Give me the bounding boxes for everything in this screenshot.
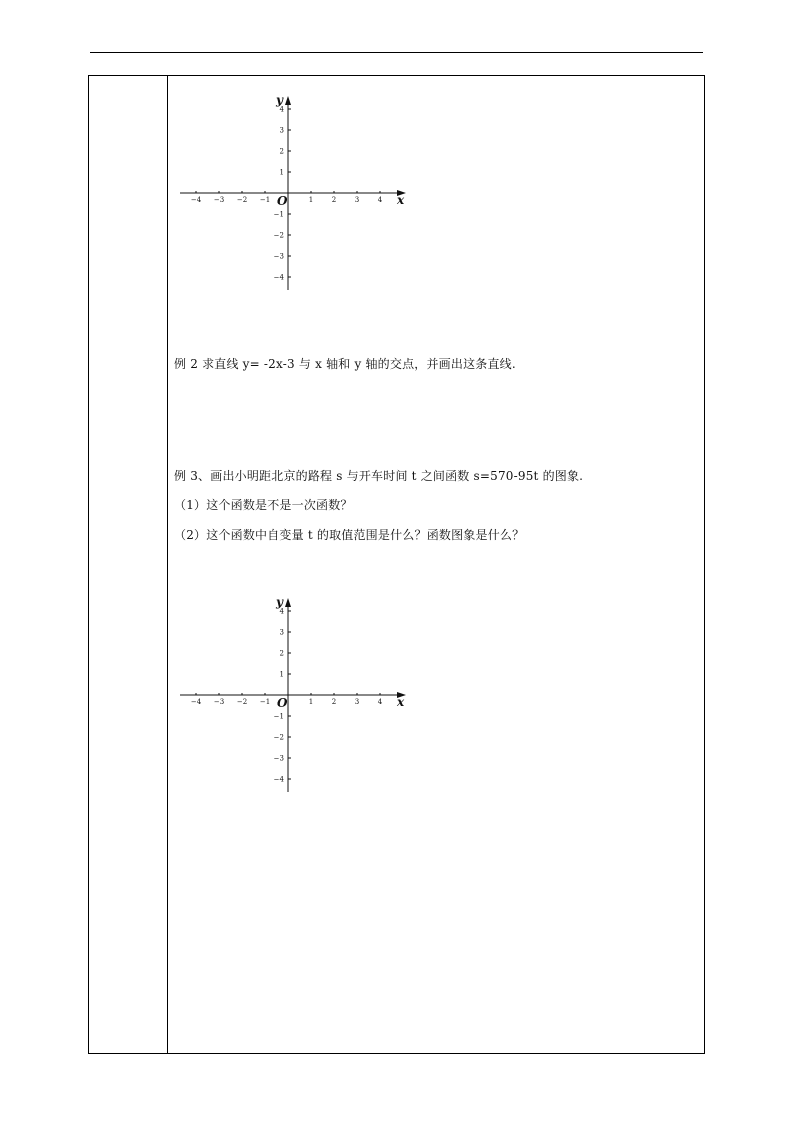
header-rule: [90, 52, 703, 53]
x-tick-label: −2: [236, 698, 248, 706]
coordinate-grid-1: [178, 94, 408, 290]
y-tick-label: 4: [279, 105, 284, 114]
y-axis-label: y: [276, 596, 283, 609]
y-tick-label: −3: [273, 754, 284, 763]
y-tick-label: 1: [279, 670, 284, 679]
y-tick-label: −2: [273, 733, 284, 742]
x-tick-label: 3: [354, 196, 360, 204]
x-tick-label: 1: [308, 698, 314, 706]
x-axis-label: x: [397, 193, 405, 207]
column-divider: [167, 76, 168, 1053]
y-tick-label: 3: [279, 126, 284, 135]
coordinate-grid-svg: [178, 94, 408, 290]
question-2-text: （2）这个函数中自变量 t 的取值范围是什么？函数图象是什么？: [174, 528, 525, 542]
x-tick-label: 2: [331, 698, 337, 706]
x-tick-label: 4: [377, 698, 383, 706]
y-tick-label: 2: [279, 147, 284, 156]
y-axis-label: y: [276, 94, 283, 107]
y-tick-label: −4: [273, 273, 284, 282]
coordinate-grid-svg: [178, 596, 408, 792]
x-tick-label: −3: [213, 698, 225, 706]
coordinate-grid-2: [178, 596, 408, 792]
x-tick-label: −2: [236, 196, 248, 204]
y-tick-label: 1: [279, 168, 284, 177]
y-tick-label: 2: [279, 649, 284, 658]
x-tick-label: −1: [259, 196, 271, 204]
y-tick-label: 4: [279, 607, 284, 616]
x-axis-label: x: [397, 695, 405, 709]
x-tick-label: 3: [354, 698, 360, 706]
y-axis-arrow: [285, 598, 291, 607]
y-tick-label: −3: [273, 252, 284, 261]
y-tick-label: −1: [273, 210, 284, 219]
y-tick-label: −1: [273, 712, 284, 721]
y-axis-arrow: [285, 96, 291, 105]
x-tick-label: −3: [213, 196, 225, 204]
y-tick-label: −2: [273, 231, 284, 240]
y-tick-label: −4: [273, 775, 284, 784]
origin-label: O: [277, 696, 288, 710]
origin-label: O: [277, 194, 288, 208]
x-tick-label: −4: [190, 196, 202, 204]
question-1-text: （1）这个函数是不是一次函数？: [174, 498, 353, 512]
x-tick-label: 1: [308, 196, 314, 204]
x-tick-label: −4: [190, 698, 202, 706]
example-3-text: 例 3、画出小明距北京的路程 s 与开车时间 t 之间函数 s=570-95t 的图象.: [174, 469, 584, 483]
example-2-text: 例 2 求直线 y= -2x-3 与 x 轴和 y 轴的交点，并画出这条直线.: [174, 357, 516, 371]
x-tick-label: 4: [377, 196, 383, 204]
x-tick-label: 2: [331, 196, 337, 204]
y-tick-label: 3: [279, 628, 284, 637]
x-tick-label: −1: [259, 698, 271, 706]
